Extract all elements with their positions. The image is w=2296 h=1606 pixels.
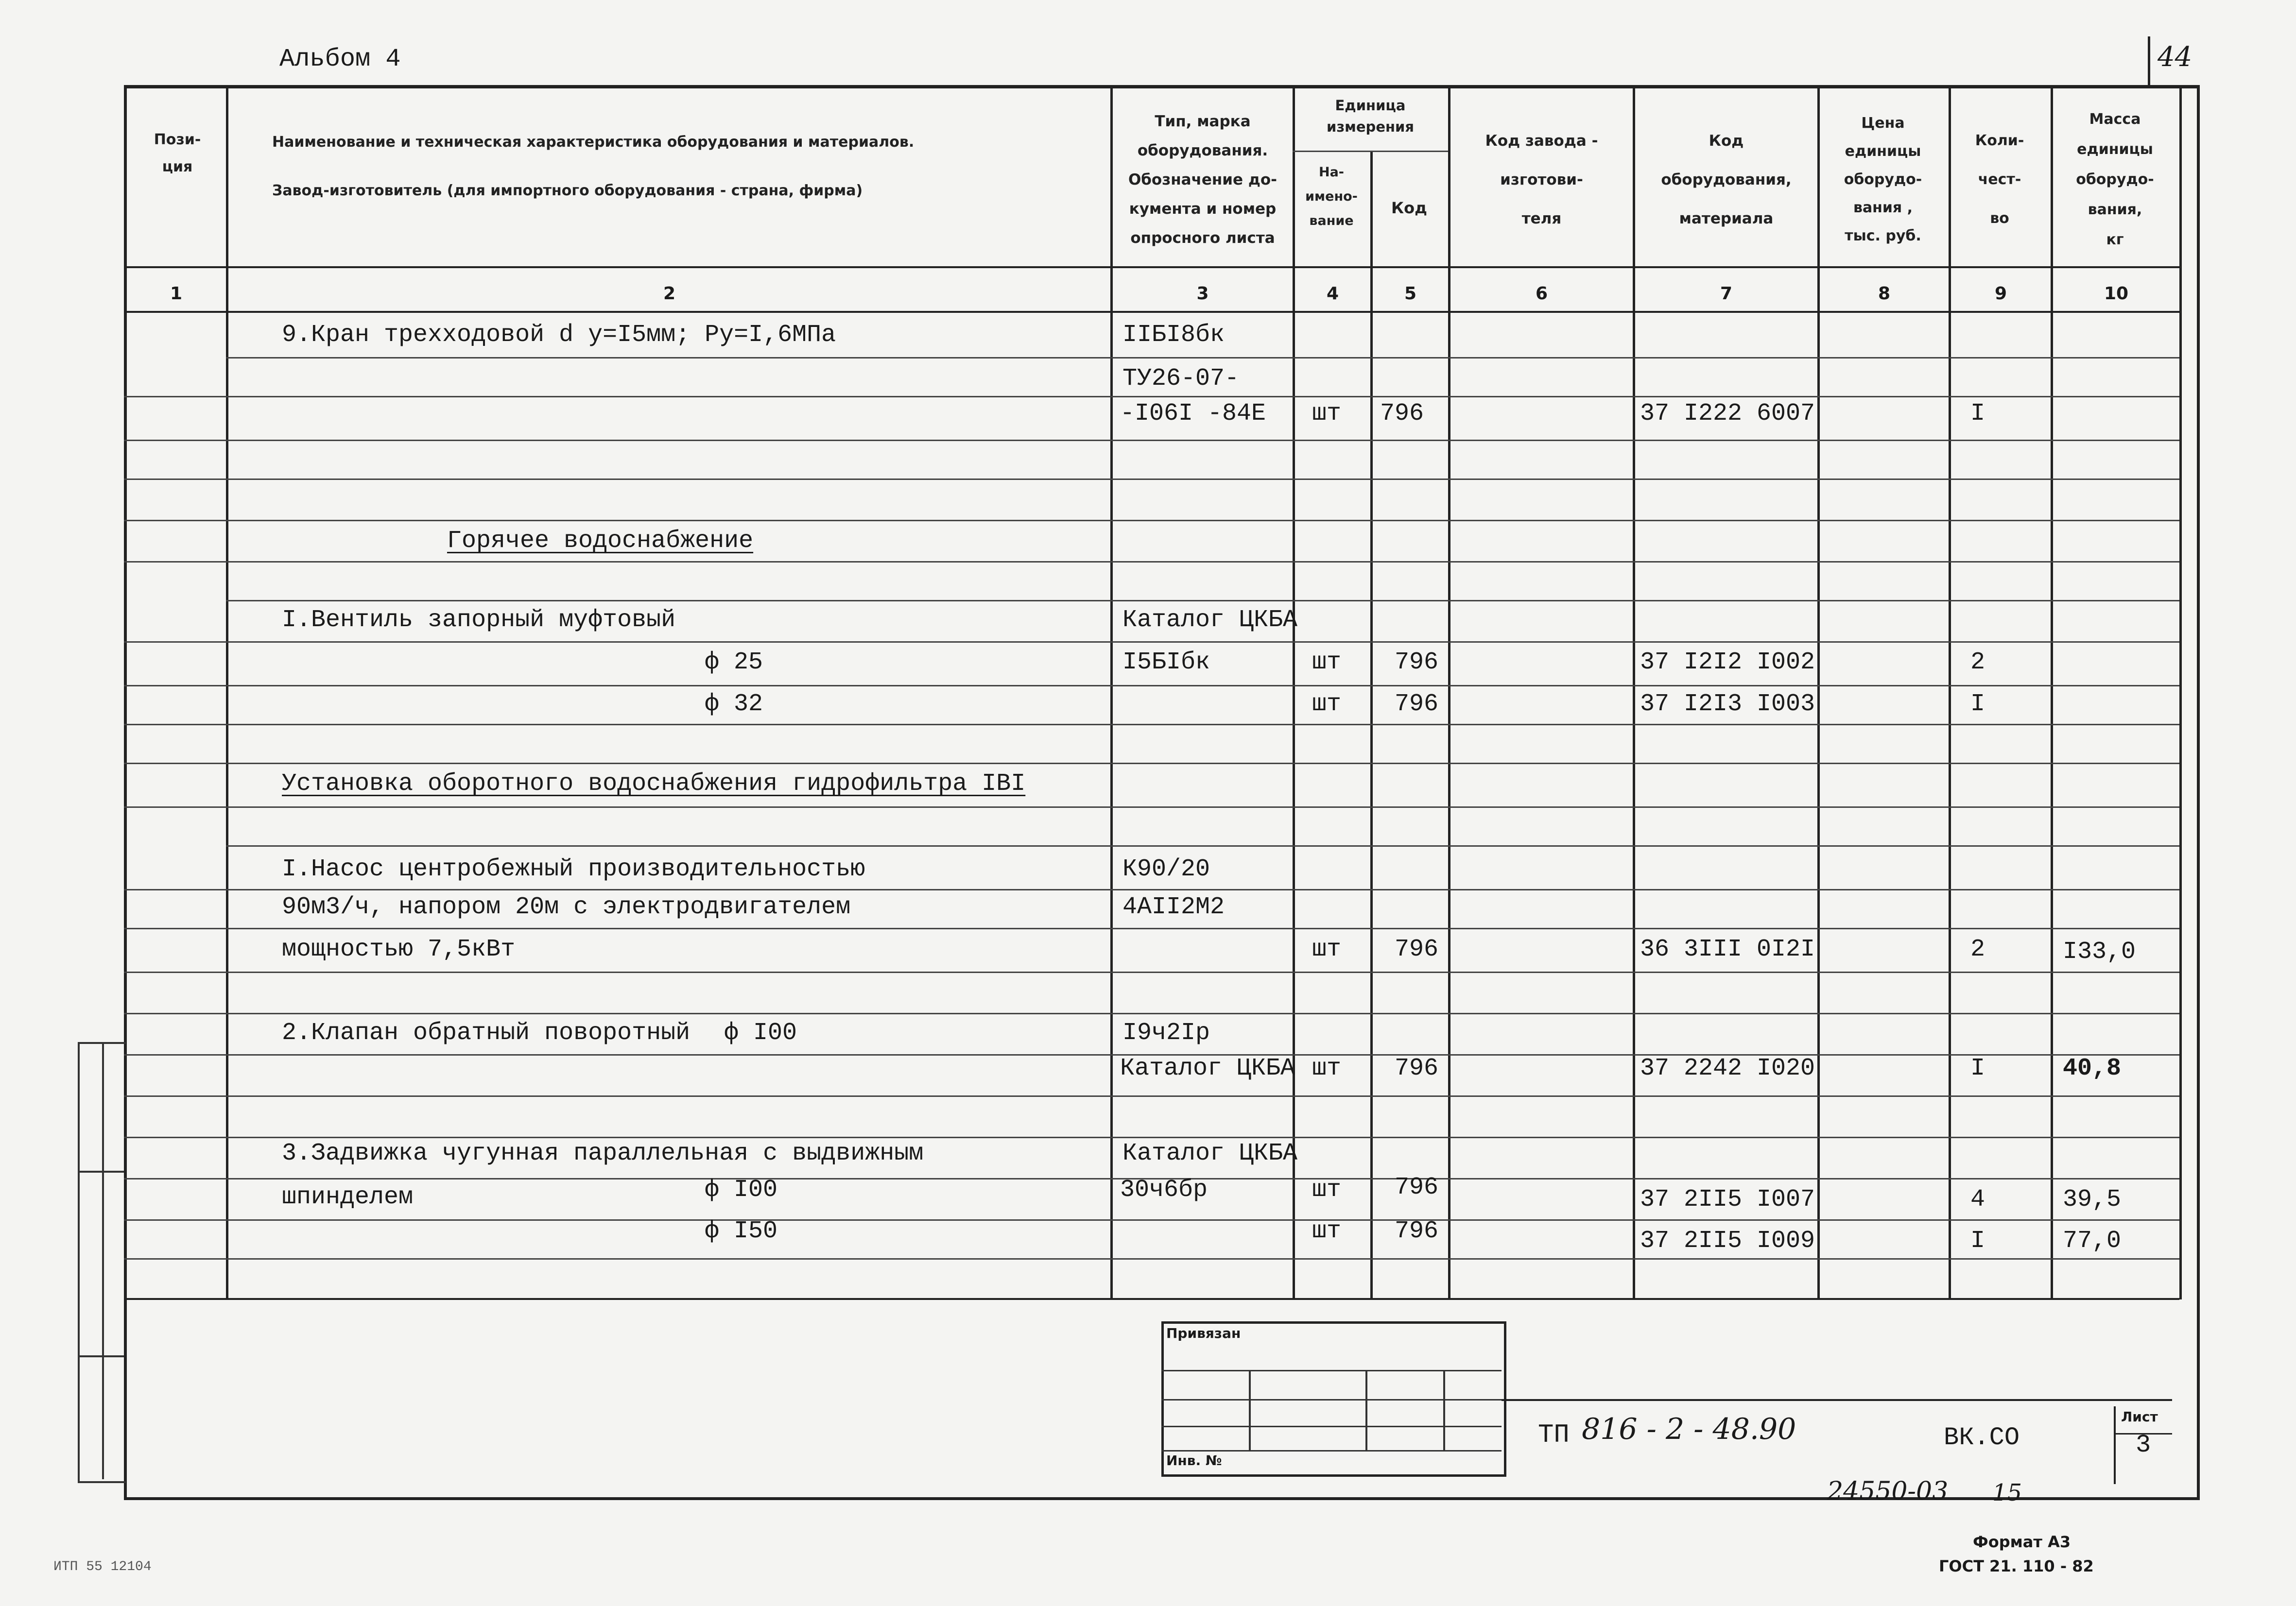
r10-name: 2.Клапан обратный поворотный [282, 1019, 691, 1047]
r10-type: I9ч2Iр [1122, 1019, 1210, 1047]
r3-unit: шт [1312, 400, 1342, 427]
header-unit-group-line2: измерения [1327, 119, 1414, 135]
r4-type: Каталог ЦКБА [1122, 606, 1298, 634]
doc-prefix: ТП [1538, 1420, 1570, 1450]
r4-name: I.Вентиль запорный муфтовый [282, 606, 676, 634]
r1-type: IIБI8бк [1122, 321, 1225, 349]
r3-matcode: 37 I222 6007 [1640, 400, 1815, 427]
r11-type: Каталог ЦКБА [1120, 1055, 1295, 1082]
header-col2-line2: Завод-изготовитель (для импортного оборудования - страна, фирма) [272, 182, 863, 199]
header-col8-line4: вания , [1853, 199, 1913, 216]
r7-type: К90/20 [1122, 855, 1210, 883]
r3-qty: I [1970, 400, 1985, 427]
header-col3-line3: Обозначение до- [1128, 171, 1277, 188]
corner-page-number: 44 [2158, 41, 2192, 73]
colnum-10: 10 [2104, 284, 2129, 304]
r13-type: 30ч6бр [1120, 1176, 1208, 1204]
r9-mass: I33,0 [2063, 938, 2136, 966]
r9-name: мощностью 7,5кВт [282, 936, 516, 963]
header-col7-line2: оборудования, [1661, 171, 1792, 188]
header-col10-line3: оборудо- [2076, 171, 2154, 188]
r9-unit: шт [1312, 936, 1342, 963]
r6-qty: I [1970, 690, 1985, 718]
r1-name: 9.Кран трехходовой d у=I5мм; Ру=I,6МПа [282, 321, 836, 349]
r13-qty: 4 [1970, 1186, 1985, 1213]
header-col2-line1: Наименование и техническая характеристика оборудования и материалов. [272, 134, 915, 151]
r13-code: 796 [1395, 1174, 1439, 1201]
r5-type: I5БIбк [1122, 649, 1210, 676]
header-col4-line2: имено- [1305, 189, 1358, 204]
r10-dia: ф I00 [724, 1019, 797, 1047]
r9-matcode: 36 3III 0I2I [1640, 936, 1815, 963]
r11-matcode: 37 2242 I020 [1640, 1055, 1815, 1082]
header-col8-line1: Цена [1861, 115, 1905, 132]
r7-name: I.Насос центробежный производительностью [282, 855, 865, 883]
header-col6-line3: теля [1521, 210, 1562, 227]
colnum-6: 6 [1535, 284, 1548, 304]
header-col6-line2: изготови- [1500, 171, 1583, 188]
header-col3-line4: кумента и номер [1129, 200, 1277, 218]
header-col10-line5: кг [2106, 231, 2124, 248]
r12-name: 3.Задвижка чугунная параллельная с выдвижным [282, 1140, 924, 1167]
header-col1-line1: Пози- [154, 131, 201, 148]
r13-name: шпинделем [282, 1183, 414, 1211]
r11-mass: 40,8 [2063, 1055, 2122, 1082]
header-col3-line5: опросного листа [1130, 229, 1275, 247]
r13-matcode: 37 2II5 I007 [1640, 1186, 1815, 1213]
album-title: Альбом 4 [279, 45, 401, 73]
r3-type: -I06I -84Е [1120, 400, 1266, 427]
r5-unit: шт [1312, 649, 1342, 676]
header-col9-line2: чест- [1978, 171, 2021, 188]
r14-matcode: 37 2II5 I009 [1640, 1227, 1815, 1255]
r6-code: 796 [1395, 690, 1439, 718]
format-label: Формат А3 [1973, 1533, 2071, 1551]
gost-label: ГОСТ 21. 110 - 82 [1939, 1557, 2094, 1575]
colnum-2: 2 [663, 284, 676, 304]
r13-unit: шт [1312, 1176, 1342, 1204]
r5-matcode: 37 I2I2 I002 [1640, 649, 1815, 676]
section-recycled-water: Установка оборотного водоснабжения гидрофильтра IBI [282, 770, 1026, 798]
r5-code: 796 [1395, 649, 1439, 676]
r5-name: ф 25 [705, 649, 763, 676]
r14-dia: ф I50 [705, 1217, 778, 1245]
header-col8-line3: оборудо- [1844, 171, 1922, 188]
colnum-3: 3 [1196, 284, 1209, 304]
header-col3-line2: оборудования. [1137, 142, 1268, 159]
header-col7-line1: Код [1709, 132, 1744, 150]
header-col9-line1: Коли- [1975, 132, 2024, 149]
r11-code: 796 [1395, 1055, 1439, 1082]
sheet-number: 3 [2136, 1431, 2151, 1459]
header-col1-line2: ция [162, 158, 193, 175]
r13-dia: ф I00 [705, 1176, 778, 1204]
header-col10-line4: вания, [2088, 201, 2142, 218]
r6-unit: шт [1312, 690, 1342, 718]
r9-code: 796 [1395, 936, 1439, 963]
colnum-5: 5 [1404, 284, 1417, 304]
archive-page: 15 [1992, 1479, 2022, 1506]
r14-code: 796 [1395, 1217, 1439, 1245]
r11-qty: I [1970, 1055, 1985, 1082]
colnum-4: 4 [1326, 284, 1339, 304]
colnum-1: 1 [170, 284, 183, 304]
header-col6-line1: Код завода - [1485, 132, 1598, 150]
privyazan-label: Привязан [1166, 1325, 1241, 1341]
header-col8-line5: тыс. руб. [1845, 227, 1921, 244]
colnum-8: 8 [1878, 284, 1891, 304]
header-col4-line3: вание [1309, 213, 1354, 228]
left-small-stamp: ИТП 55 12104 [53, 1559, 152, 1574]
r3-code: 796 [1380, 400, 1424, 427]
sheet-label: Лист [2121, 1409, 2158, 1425]
r12-type: Каталог ЦКБА [1122, 1140, 1298, 1167]
header-col7-line3: материала [1679, 210, 1774, 227]
r8-name: 90м3/ч, напором 20м с электродвигателем [282, 893, 851, 921]
header-col10-line2: единицы [2077, 141, 2153, 158]
r14-unit: шт [1312, 1217, 1342, 1245]
header-col5: Код [1391, 199, 1427, 217]
r8-type: 4АII2М2 [1122, 893, 1225, 921]
header-unit-group-line1: Единица [1335, 97, 1406, 114]
doc-mark: ВК.СО [1944, 1423, 2020, 1452]
header-col10-line1: Масса [2089, 111, 2141, 128]
r6-name: ф 32 [705, 690, 763, 718]
r5-qty: 2 [1970, 649, 1985, 676]
inv-label: Инв. № [1166, 1452, 1222, 1469]
r6-matcode: 37 I2I3 I003 [1640, 690, 1815, 718]
r14-mass: 77,0 [2063, 1227, 2122, 1255]
header-col4-line1: На- [1318, 165, 1345, 180]
r11-unit: шт [1312, 1055, 1342, 1082]
section-hot-water: Горячее водоснабжение [447, 527, 754, 555]
header-col9-line3: во [1990, 210, 2009, 227]
doc-number: 816 - 2 - 48.90 [1582, 1412, 1796, 1446]
r14-qty: I [1970, 1227, 1985, 1255]
colnum-9: 9 [1994, 284, 2007, 304]
r13-mass: 39,5 [2063, 1186, 2122, 1213]
header-col8-line2: единицы [1845, 143, 1921, 160]
colnum-7: 7 [1720, 284, 1733, 304]
r9-qty: 2 [1970, 936, 1985, 963]
r2-type: ТУ26-07- [1122, 365, 1240, 393]
archive-number: 24550-03 [1827, 1477, 1949, 1506]
header-col3-line1: Тип, марка [1155, 113, 1251, 130]
